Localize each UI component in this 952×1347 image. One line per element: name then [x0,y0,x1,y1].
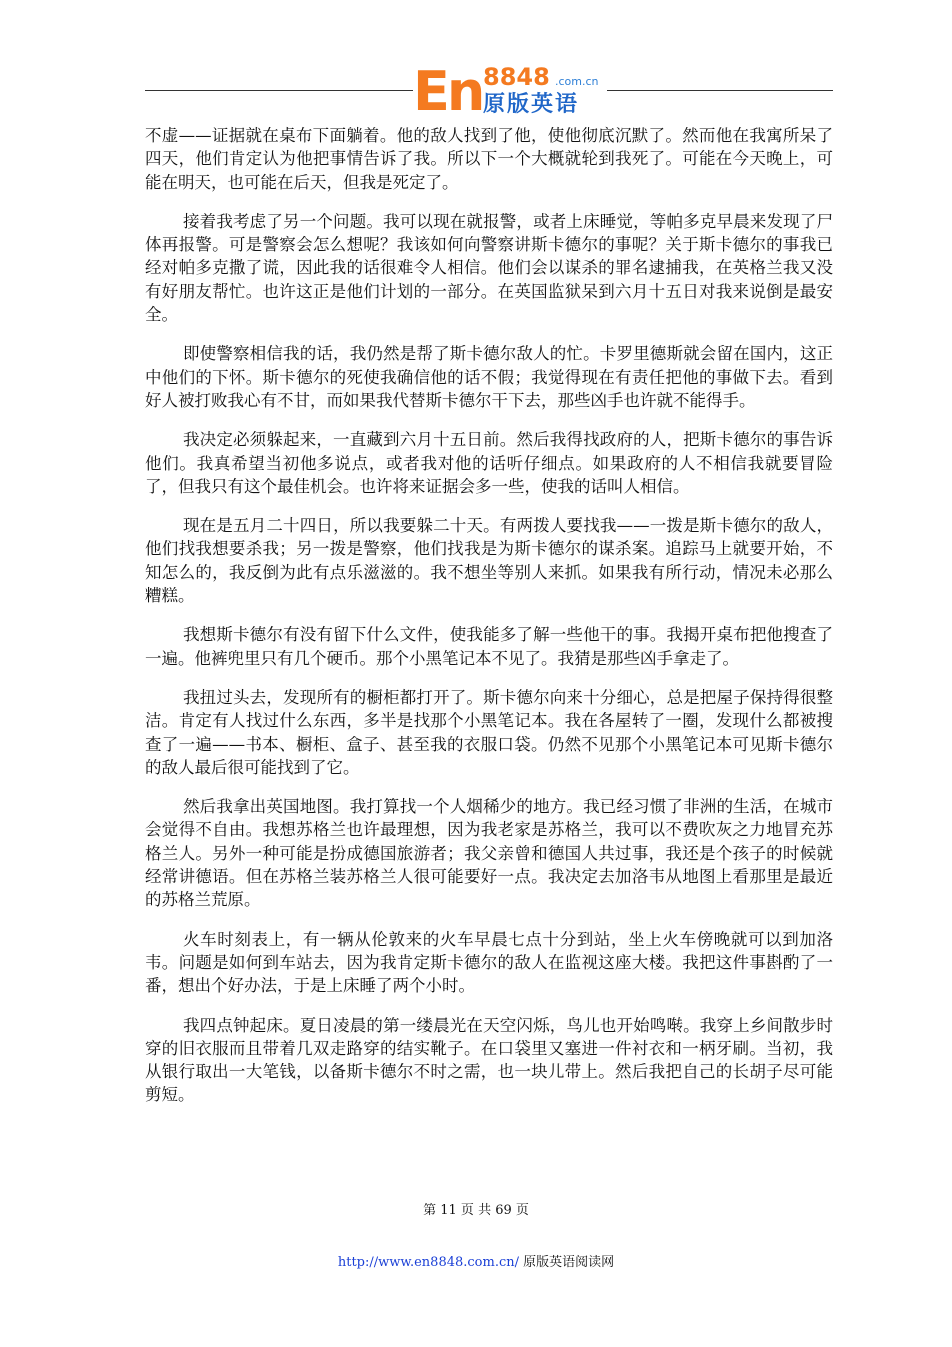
document-body [145,124,833,1123]
paragraph: 现在是五月二十四日，所以我要躲二十天。有两拨人要找我——一拨是斯卡德尔的敌人，他们找我想要杀我；另一拨是警察，他们找我是为斯卡德尔的谋杀案。追踪马上就要开始，不知怎么的，我反倒为此有点乐滋滋的。我不想坐等别人来抓。如果我有所行动，情况未必那么糟糕。 [145,516,833,606]
header-rule-left [145,90,413,91]
paragraph: 我四点钟起床。夏日凌晨的第一缕晨光在天空闪烁，鸟儿也开始鸣啭。我穿上乡间散步时穿的旧衣服而且带着几双走路穿的结实靴子。在口袋里又塞进一件衬衣和一柄牙刷。当初，我从银行取出一大笔钱，以备斯卡德尔不时之需，也一块儿带上。然后我把自己的长胡子尽可能剪短。 [145,1015,833,1105]
paragraph: 我想斯卡德尔有没有留下什么文件，使我能多了解一些他干的事。我揭开桌布把他搜查了一遍。他裤兜里只有几个硬币。那个小黑笔记本不见了。我猜是那些凶手拿走了。 [145,625,833,668]
logo-en-text: En [413,60,483,123]
page-footer [0,1251,952,1270]
paragraph: 即使警察相信我的话，我仍然是帮了斯卡德尔敌人的忙。卡罗里德斯就会留在国内，这正中他们的下怀。斯卡德尔的死使我确信他的话不假；我觉得现在有责任把他的事做下去。看到好人被打败我心有不甘，而如果我代替斯卡德尔干下去，那些凶手也许就不能得手。 [145,344,833,410]
paragraph: 我扭过头去，发现所有的橱柜都打开了。斯卡德尔向来十分细心，总是把屋子保持得很整洁。肯定有人找过什么东西，多半是找那个小黑笔记本。我在各屋转了一圈，发现什么都被搜查了一遍——书本、橱柜、盒子、甚至我的衣服口袋。仍然不见那个小黑笔记本可见斯卡德尔的敌人最后很可能找到了它。 [145,687,833,777]
paragraph: 接着我考虑了另一个问题。我可以现在就报警，或者上床睡觉，等帕多克早晨来发现了尸体再报警。可是警察会怎么想呢？我该如何向警察讲斯卡德尔的事呢？关于斯卡德尔的事我已经对帕多克撒了谎，因此我的话很难令人相信。他们会以谋杀的罪名逮捕我，在英格兰我又没有好朋友帮忙。也许这正是他们计划的一部分。在英国监狱呆到六月十五日对我来说倒是最安全。 [145,211,833,325]
logo-chinese-text: 原版英语 [483,92,580,117]
header-rule-right [607,90,833,91]
page-header [0,60,952,122]
logo-number-text: 8848 [483,63,550,91]
logo-domain-text: .com.cn [555,75,599,88]
paragraph: 火车时刻表上，有一辆从伦敦来的火车早晨七点十分到站，坐上火车傍晚就可以到加洛韦。问题是如何到车站去，因为我肯定斯卡德尔的敌人在监视这座大楼。我把这件事斟酌了一番，想出个好办法，于是上床睡了两个小时。 [145,929,833,996]
paragraph: 我决定必须躲起来，一直藏到六月十五日前。然后我得找政府的人，把斯卡德尔的事告诉他们。我真希望当初他多说点，或者我对他的话听仔细点。如果政府的人不相信我就要冒险了，但我只有这个最佳机会。也许将来证据会多一些，使我的话叫人相信。 [145,430,833,496]
paragraph: 不虚——证据就在桌布下面躺着。他的敌人找到了他，使他彻底沉默了。然而他在我寓所呆了四天，他们肯定认为他把事情告诉了我。所以下一个大概就轮到我死了。可能在今天晚上，可能在明天，也可能在后天，但我是死定了。 [145,126,833,192]
page-number: 第 11 页 共 69 页 [423,1203,529,1218]
site-logo[interactable] [413,60,607,123]
footer-url-link[interactable]: http://www.en8848.com.cn/ [337,1255,519,1270]
paragraph: 然后我拿出英国地图。我打算找一个人烟稀少的地方。我已经习惯了非洲的生活，在城市会觉得不自由。我想苏格兰也许最理想，因为我老家是苏格兰，我可以不费吹灰之力地冒充苏格兰人。另外一种可能是扮成德国旅游者；我父亲曾和德国人共过事，我还是个孩子的时候就经常讲德语。但在苏格兰装苏格兰人很可能要好一点。我决定去加洛韦从地图上看那里是最近的苏格兰荒原。 [145,797,833,910]
footer-site-name: 原版英语阅读网 [519,1255,615,1270]
